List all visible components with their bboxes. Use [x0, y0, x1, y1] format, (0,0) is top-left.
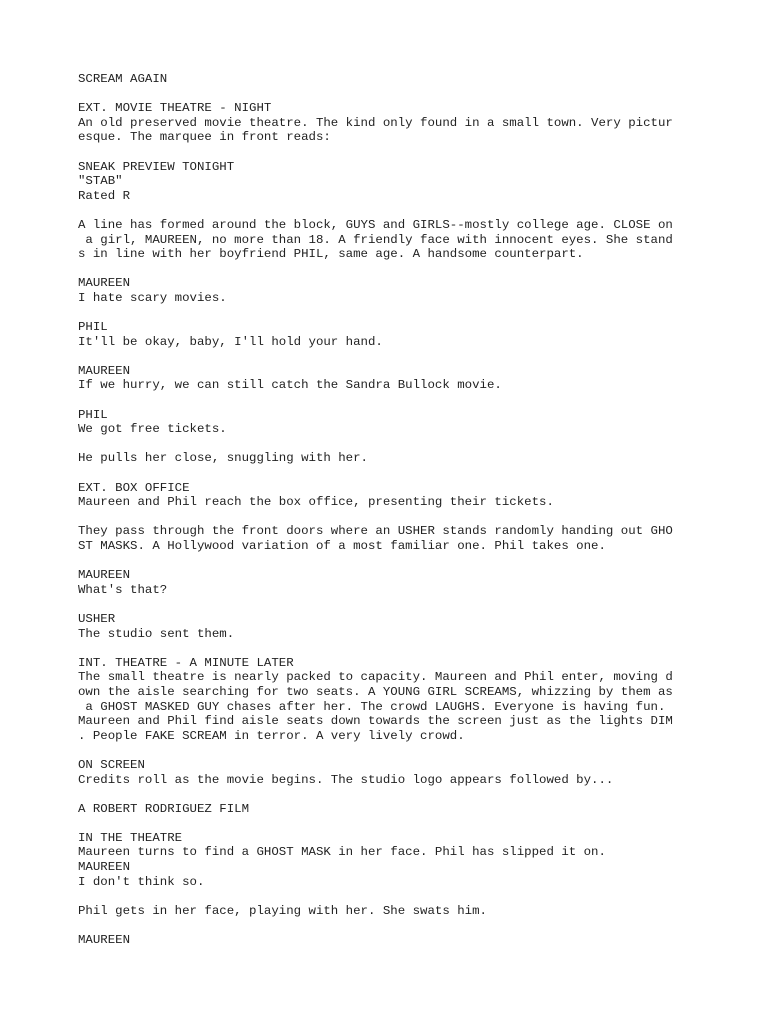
- dialogue-block: [78, 612, 738, 641]
- action-line: own the aisle searching for two seats. A YOUNG GIRL SCREAMS, whizzing by them as: [78, 684, 673, 699]
- character-name: MAUREEN: [78, 363, 131, 378]
- action-line: Maureen and Phil find aisle seats down towards the screen just as the lights DIM: [78, 714, 673, 729]
- action-line: s in line with her boyfriend PHIL, same age. A handsome counterpart.: [78, 247, 584, 262]
- dialogue-line: We got free tickets.: [78, 422, 227, 437]
- action-line: a GHOST MASKED GUY chases after her. The crowd LAUGHS. Everyone is having fun.: [78, 699, 666, 714]
- marquee-line: "STAB": [78, 174, 123, 189]
- action-block: [78, 218, 738, 262]
- scene-heading-in-theatre: [78, 831, 738, 889]
- dialogue-block: [78, 568, 738, 597]
- character-name: MAUREEN: [78, 860, 131, 875]
- scene-heading: ON SCREEN: [78, 757, 145, 772]
- action-line: Credits roll as the movie begins. The studio logo appears followed by...: [78, 772, 614, 787]
- character-name: PHIL: [78, 320, 108, 335]
- action-line: An old preserved movie theatre. The kind only found in a small town. Very pictur: [78, 115, 673, 130]
- marquee-line: SNEAK PREVIEW TONIGHT: [78, 159, 235, 174]
- dialogue-line: It'll be okay, baby, I'll hold your hand.: [78, 334, 383, 349]
- dialogue-block: [78, 320, 738, 349]
- scene-heading: EXT. BOX OFFICE: [78, 480, 190, 495]
- action-line: Phil gets in her face, playing with her. She swats him.: [78, 903, 487, 918]
- action-line: . People FAKE SCREAM in terror. A very lively crowd.: [78, 728, 465, 743]
- dialogue-line: The studio sent them.: [78, 626, 235, 641]
- title-block: [78, 72, 738, 87]
- film-credit: A ROBERT RODRIGUEZ FILM: [78, 801, 250, 816]
- action-line: a girl, MAUREEN, no more than 18. A friendly face with innocent eyes. She stand: [78, 232, 673, 247]
- dialogue-line: If we hurry, we can still catch the Sandra Bullock movie.: [78, 378, 502, 393]
- action-block: [78, 904, 738, 919]
- dialogue-line: I don't think so.: [78, 874, 205, 889]
- scene-heading: IN THE THEATRE: [78, 830, 183, 845]
- dialogue-block: [78, 276, 738, 305]
- dialogue-block: [78, 933, 738, 948]
- dialogue-line: I hate scary movies.: [78, 290, 227, 305]
- scene-heading-theatre: [78, 656, 738, 744]
- action-line: esque. The marquee in front reads:: [78, 130, 331, 145]
- dialogue-block: [78, 364, 738, 393]
- action-line: They pass through the front doors where an USHER stands randomly handing out GHO: [78, 524, 673, 539]
- character-name: USHER: [78, 611, 116, 626]
- scene-heading-on-screen: [78, 758, 738, 787]
- scene-heading-movie-theatre: [78, 101, 738, 145]
- action-line: ST MASKS. A Hollywood variation of a most familiar one. Phil takes one.: [78, 539, 606, 553]
- scene-heading: EXT. MOVIE THEATRE - NIGHT: [78, 101, 272, 116]
- action-line: Maureen and Phil reach the box office, presenting their tickets.: [78, 495, 554, 510]
- screenplay-page: [78, 72, 738, 962]
- scene-heading-box-office: [78, 481, 738, 510]
- action-block: [78, 524, 738, 553]
- dialogue-block: [78, 408, 738, 437]
- character-name: MAUREEN: [78, 933, 131, 948]
- character-name: MAUREEN: [78, 276, 131, 291]
- action-line: A line has formed around the block, GUYS and GIRLS--mostly college age. CLOSE on: [78, 217, 673, 232]
- action-line: He pulls her close, snuggling with her.: [78, 451, 368, 466]
- marquee-block: [78, 160, 738, 204]
- dialogue-line: What's that?: [78, 582, 168, 597]
- script-title: SCREAM AGAIN: [78, 72, 168, 86]
- credit-block: [78, 802, 738, 817]
- character-name: MAUREEN: [78, 568, 131, 583]
- action-line: The small theatre is nearly packed to capacity. Maureen and Phil enter, moving d: [78, 670, 673, 685]
- character-name: PHIL: [78, 407, 108, 422]
- action-line: Maureen turns to find a GHOST MASK in her face. Phil has slipped it on.: [78, 845, 606, 860]
- marquee-line: Rated R: [78, 188, 131, 203]
- scene-heading: INT. THEATRE - A MINUTE LATER: [78, 655, 294, 670]
- action-block: [78, 451, 738, 466]
